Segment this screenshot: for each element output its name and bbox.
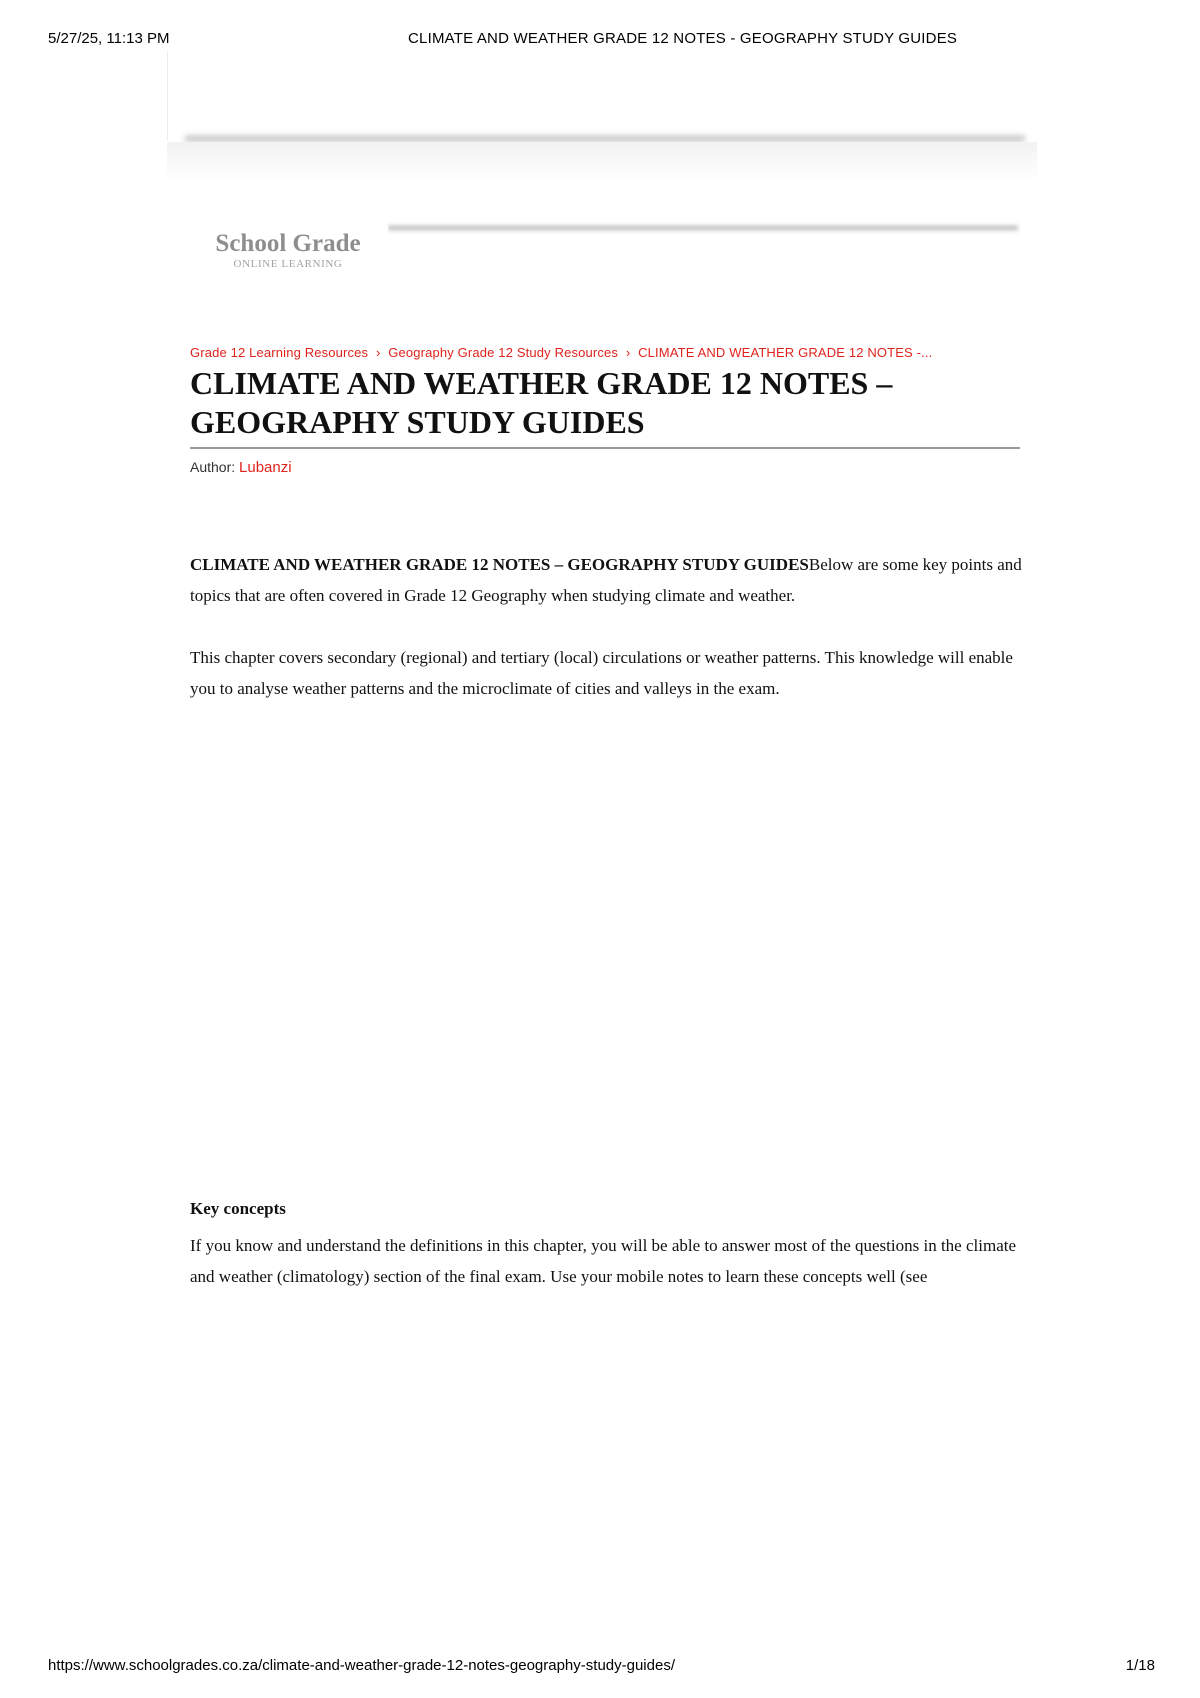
logo-tagline: ONLINE LEARNING	[233, 258, 343, 270]
key-concepts-paragraph: If you know and understand the definitions in this chapter, you will be able to answer most of the questions in the climate and weather (climatology) section of the final exam. Use your mobile notes to learn these concepts well (see	[190, 1236, 1017, 1286]
breadcrumb-item-grade-12-resources[interactable]: Grade 12 Learning Resources	[190, 345, 369, 360]
breadcrumb-separator-icon: ›	[375, 345, 381, 360]
page-title: CLIMATE AND WEATHER GRADE 12 NOTES – GEOGRAPHY STUDY GUIDES	[190, 365, 893, 440]
breadcrumb-item-current-page[interactable]: CLIMATE AND WEATHER GRADE 12 NOTES -...	[638, 345, 933, 360]
logo-name: School Grade	[215, 230, 361, 257]
print-footer-page-number: 1/18	[1125, 1657, 1155, 1674]
title-divider	[190, 447, 1020, 449]
breadcrumb-item-geography-resources[interactable]: Geography Grade 12 Study Resources	[388, 345, 619, 360]
top-panel-fade	[167, 142, 1037, 182]
author-link[interactable]: Lubanzi	[239, 459, 292, 476]
site-logo[interactable]	[188, 226, 388, 276]
nav-bar-shadow	[388, 226, 1018, 232]
breadcrumb-separator-icon: ›	[625, 345, 631, 360]
print-footer-url: https://www.schoolgrades.co.za/climate-and-weather-grade-12-notes-geography-study-guides/	[48, 1657, 675, 1674]
key-concepts-heading: Key concepts	[190, 1199, 286, 1218]
breadcrumb	[190, 345, 932, 360]
print-header-title: CLIMATE AND WEATHER GRADE 12 NOTES - GEOGRAPHY STUDY GUIDES	[408, 30, 958, 47]
intro-bold-title: CLIMATE AND WEATHER GRADE 12 NOTES – GEOGRAPHY STUDY GUIDES	[190, 555, 809, 574]
author-label: Author:	[190, 459, 236, 475]
print-header-datetime: 5/27/25, 11:13 PM	[48, 30, 170, 47]
intro-paragraph	[190, 549, 1025, 611]
chapter-overview-paragraph: This chapter covers secondary (regional) and tertiary (local) circulations or weather patterns. This knowledge will enable you to analyse weather patterns and the microclimate of cities and valleys in the exam.	[190, 648, 1013, 698]
intro-text: Below are some key points and topics that are often covered in Grade 12 Geography when studying climate and weather.	[190, 555, 1022, 605]
author-line	[190, 459, 292, 476]
top-ad-panel	[167, 52, 1021, 140]
